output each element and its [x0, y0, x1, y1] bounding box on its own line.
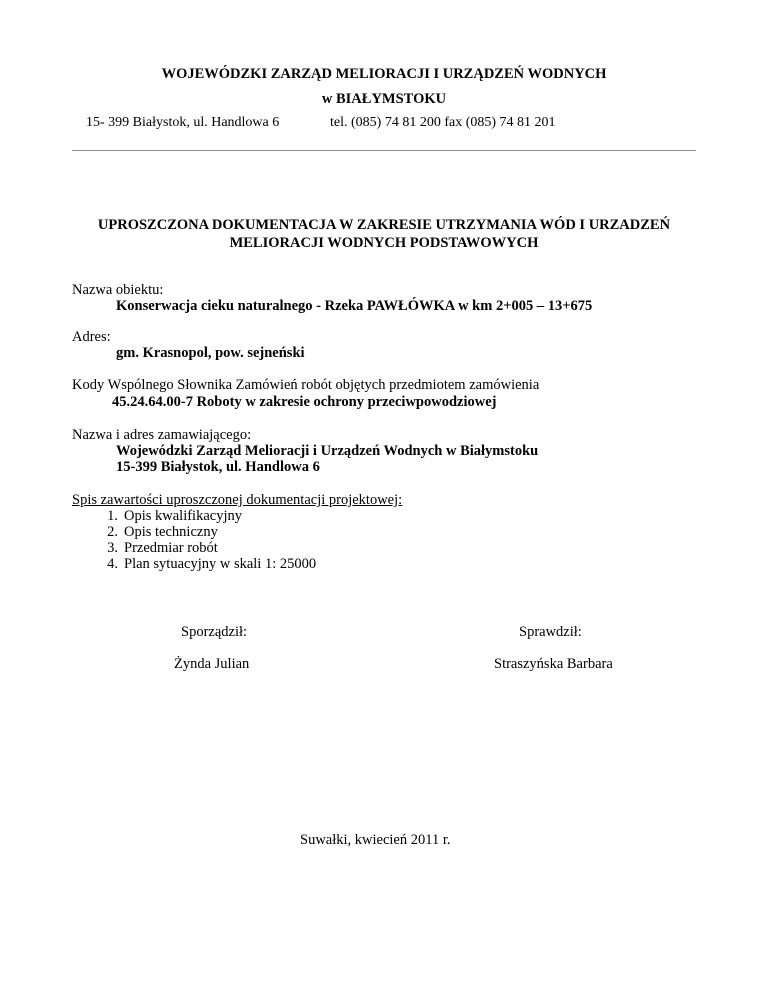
list-item-text: Opis kwalifikacyjny [124, 508, 242, 524]
document-title-line1: UPROSZCZONA DOKUMENTACJA W ZAKRESIE UTRZYMANIA WÓD I URZADZEŃ [97, 217, 671, 233]
object-value: Konserwacja cieku naturalnego - Rzeka PAWŁÓWKA w km 2+005 – 13+675 [116, 298, 593, 314]
list-item-number: 4. [107, 556, 118, 572]
org-address: 15- 399 Białystok, ul. Handlowa 6 [86, 115, 280, 130]
client-label: Nazwa i adres zamawiającego: [72, 427, 252, 443]
prepared-by-label: Sporządził: [181, 624, 248, 640]
org-city: w BIAŁYMSTOKU [321, 91, 447, 107]
org-name: WOJEWÓDZKI ZARZĄD MELIORACJI I URZĄDZEŃ WODNYCH [161, 66, 607, 82]
address-value: gm. Krasnopol, pow. sejneński [116, 345, 305, 361]
list-item [96, 524, 218, 541]
codes-value: 45.24.64.00-7 Roboty w zakresie ochrony przeciwpowodziowej [112, 394, 497, 410]
codes-label: Kody Wspólnego Słownika Zamówień robót objętych przedmiotem zamówienia [72, 377, 540, 393]
place-and-date: Suwałki, kwiecień 2011 r. [300, 832, 451, 848]
checked-by-label: Sprawdził: [519, 624, 582, 640]
list-item-text: Przedmiar robót [124, 540, 218, 556]
client-name: Wojewódzki Zarząd Melioracji i Urządzeń Wodnych w Białymstoku [116, 443, 539, 459]
address-label: Adres: [72, 329, 111, 345]
list-item-number: 3. [107, 540, 118, 556]
org-contact: tel. (085) 74 81 200 fax (085) 74 81 201 [330, 115, 556, 130]
client-address: 15-399 Białystok, ul. Handlowa 6 [116, 459, 320, 475]
list-item [96, 556, 316, 573]
prepared-by-name: Żynda Julian [174, 656, 250, 672]
document-title-line2: MELIORACJI WODNYCH PODSTAWOWYCH [229, 235, 539, 251]
header-divider [72, 150, 696, 151]
checked-by-name: Straszyńska Barbara [494, 656, 613, 672]
list-item-number: 1. [107, 508, 118, 524]
object-label: Nazwa obiektu: [72, 282, 164, 298]
list-item-text: Plan sytuacyjny w skali 1: 25000 [124, 556, 317, 572]
list-item-number: 2. [107, 524, 118, 540]
contents-heading: Spis zawartości uproszczonej dokumentacji projektowej: [72, 492, 403, 508]
list-item-text: Opis techniczny [124, 524, 218, 540]
list-item [96, 540, 218, 557]
list-item [96, 508, 242, 525]
